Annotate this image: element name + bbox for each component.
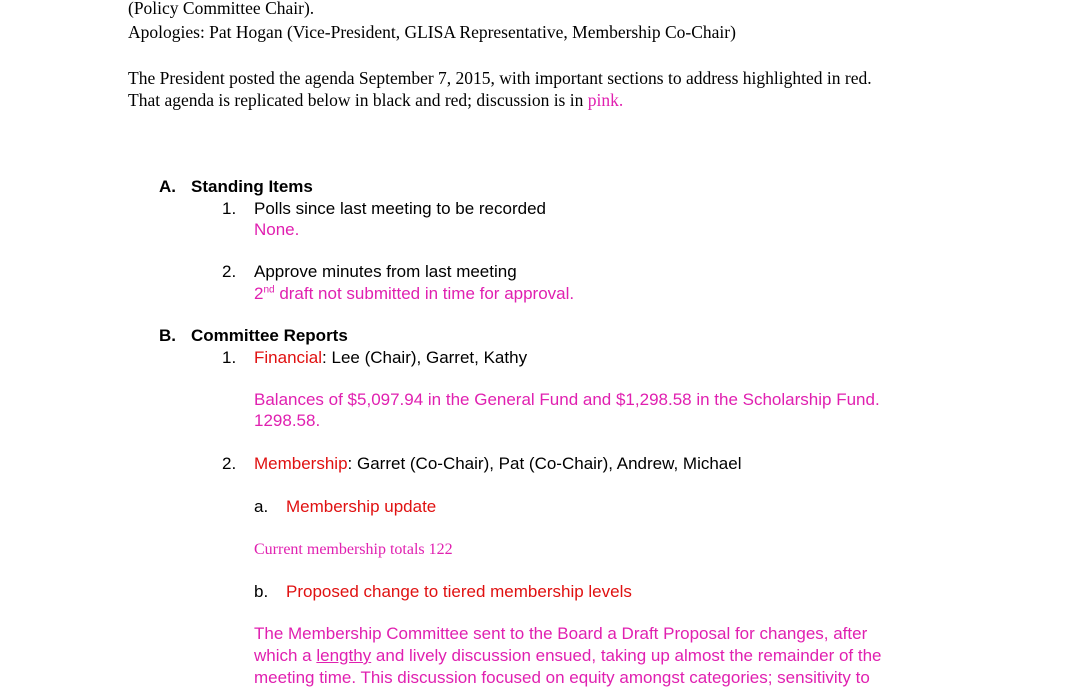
sub-item-marker: b. bbox=[254, 582, 269, 601]
tiered-note-line2 bbox=[254, 645, 882, 666]
membership-item bbox=[254, 453, 742, 474]
section-b-marker: B. bbox=[159, 326, 176, 345]
financial-note-line2: 1298.58. bbox=[254, 411, 321, 430]
agenda-intro-line1: The President posted the agenda September 7, 2015, with important sections to address highlighted in red. bbox=[128, 68, 872, 88]
pink-label: pink. bbox=[587, 90, 624, 110]
financial-members: : Lee (Chair), Garret, Kathy bbox=[322, 348, 528, 367]
section-b-title: Committee Reports bbox=[191, 326, 348, 345]
sub-item-marker: a. bbox=[254, 497, 269, 516]
financial-label: Financial bbox=[254, 348, 323, 367]
minutes-note-text: draft not submitted in time for approval. bbox=[274, 284, 575, 303]
apologies-line: Apologies: Pat Hogan (Vice-President, GLISA Representative, Membership Co-Chair) bbox=[128, 22, 736, 42]
lengthy-underlined: lengthy bbox=[316, 646, 372, 665]
minutes-note-num: 2 bbox=[254, 284, 264, 303]
item-number: 1. bbox=[222, 199, 237, 218]
minutes-note-sup: nd bbox=[263, 284, 275, 296]
membership-label: Membership bbox=[254, 454, 348, 473]
agenda-intro-line2 bbox=[128, 89, 623, 111]
tiered-note-text: which a bbox=[254, 646, 317, 665]
tiered-levels-title: Proposed change to tiered membership levels bbox=[286, 582, 632, 601]
section-a-title: Standing Items bbox=[191, 177, 313, 196]
financial-note-line1: Balances of $5,097.94 in the General Fund and $1,298.58 in the Scholarship Fund. bbox=[254, 390, 880, 409]
item-number: 1. bbox=[222, 348, 237, 367]
item-number: 2. bbox=[222, 454, 237, 473]
section-a-marker: A. bbox=[159, 177, 176, 196]
minutes-item: Approve minutes from last meeting bbox=[254, 262, 517, 281]
tiered-note-line1: The Membership Committee sent to the Board a Draft Proposal for changes, after bbox=[254, 624, 868, 643]
financial-item bbox=[254, 347, 527, 368]
membership-update-note: Current membership totals 122 bbox=[254, 541, 453, 558]
agenda-intro-text: That agenda is replicated below in black and red; discussion is in bbox=[128, 90, 588, 110]
item-number: 2. bbox=[222, 262, 237, 281]
minutes-note bbox=[254, 283, 574, 304]
attendance-line: (Policy Committee Chair). bbox=[128, 0, 315, 18]
membership-members: : Garret (Co-Chair), Pat (Co-Chair), Andrew, Michael bbox=[347, 454, 742, 473]
polls-note: None. bbox=[254, 220, 300, 239]
membership-update-title: Membership update bbox=[286, 497, 437, 516]
polls-item: Polls since last meeting to be recorded bbox=[254, 199, 546, 218]
tiered-note-text: and lively discussion ensued, taking up almost the remainder of the bbox=[371, 646, 882, 665]
tiered-note-line3: meeting time. This discussion focused on equity amongst categories; sensitivity to bbox=[254, 668, 870, 687]
